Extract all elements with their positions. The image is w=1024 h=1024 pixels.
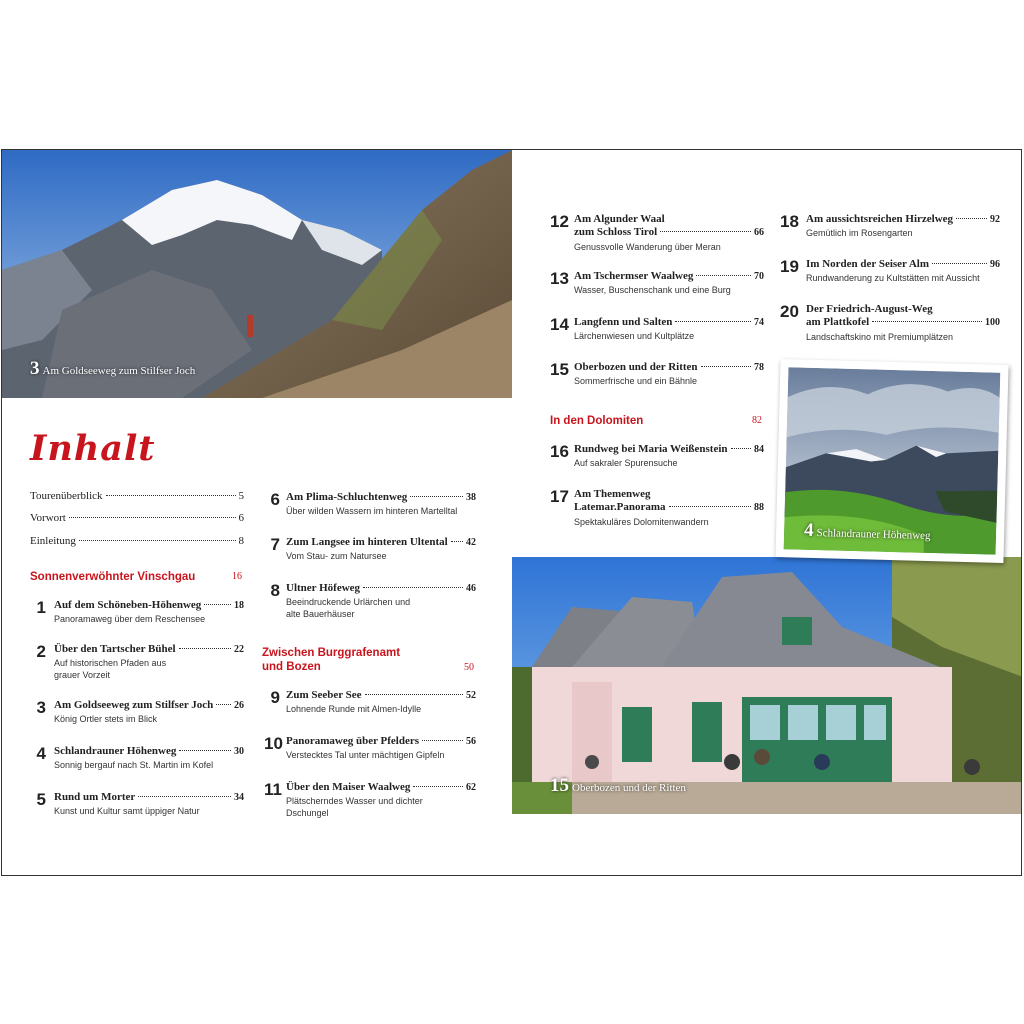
photo-oberbozen: [512, 557, 1022, 814]
photo-goldseeweg: [2, 150, 512, 398]
book-spread: 3 Am Goldseeweg zum Stilfser Joch 15 Oberbozen und der Ritten Inhalt Tourenüberblick 5 Vorwort 6 Einleitung 8 Sonnenverwöhnter Vinschgau 16 1 Auf dem Schöneben-Höhenweg 18 Panoramaweg über dem Reschensee 2 Über den Tartscher Bühel 22 Auf historischen Pfaden aus grauer Vorzeit 3 Am Goldseeweg zum Stilfser Joch 26 König Ortler stets im Blick 4 Schlandrauner Höhenweg 30 Sonnig bergauf nach St. Martin im Kofel 5 Rund um Morter 34 Kunst und Kultur samt üppiger Natur 6 Am Plima-Schluchtenweg 38 Über wilden Wassern im hinteren Martelltal 7 Zum Langsee im hinteren Ultental 42 Vom Stau- zum Natursee 8 Ultner Höfeweg 46 Beeindruckende Urlärchen und alte Bauerhäuser Zwischen Burggrafenamt und Bozen 50 9 Zum Seeber See 52 Lohnende Runde mit Almen-Idylle 10 Panoramaweg über Pfelders 56 Verstecktes Tal unter mächtigen Gipfeln 11 Über den Maiser Waalweg 62 Plätscherndes Wasser und dichter Dschungel 12 Am Algunder Waal zum Schloss Tirol 66 Genussvolle Wanderung über Meran 13 Am Tschermser Waalweg 70 Wasser, Buschenschank und eine Burg 14 Langfenn und Salten 74 Lärchenwiesen und Kultplätze 15 Oberbozen und der Ritten 78 Sommerfrische und ein Bähnle In den Dolomiten 82 16 Rundweg bei Maria Weißenstein 84 Auf sakraler Spurensuche 17 Am Themenweg Latemar.Panorama 88 Spektakuläres Dolomitenwandern 18 Am aussichtsreichen Hirzelweg 92 Gemütlich im Rosengarten 19 Im Norden der Seiser Alm 96 Rundwanderung zu Kultstätten mit Aussicht 20 Der Friedrich-August-Weg am Plattkofel 100 Landschaftskino mit Premiumplätzen: [1, 149, 1022, 876]
section-page: 50: [464, 662, 474, 673]
photo-caption: 4 Schlandrauner Höhenweg: [803, 519, 931, 543]
section-heading: Zwischen Burggrafenamt und Bozen: [262, 647, 401, 673]
page-title: Inhalt: [30, 428, 156, 469]
toc-entry-intro[interactable]: Vorwort 6: [30, 512, 244, 524]
photo-caption: 15 Oberbozen und der Ritten: [550, 775, 686, 796]
photo-schlandraun: [775, 359, 1008, 563]
section-page: 82: [752, 415, 762, 426]
toc-entry-intro[interactable]: Tourenüberblick 5: [30, 490, 244, 502]
section-heading: Sonnenverwöhnter Vinschgau: [30, 571, 196, 583]
section-page: 16: [232, 571, 242, 582]
hiker-figure: [247, 315, 253, 337]
toc-entry-intro[interactable]: Einleitung 8: [30, 535, 244, 547]
section-heading: In den Dolomiten: [550, 415, 644, 427]
photo-caption: 3 Am Goldseeweg zum Stilfser Joch: [30, 358, 196, 379]
